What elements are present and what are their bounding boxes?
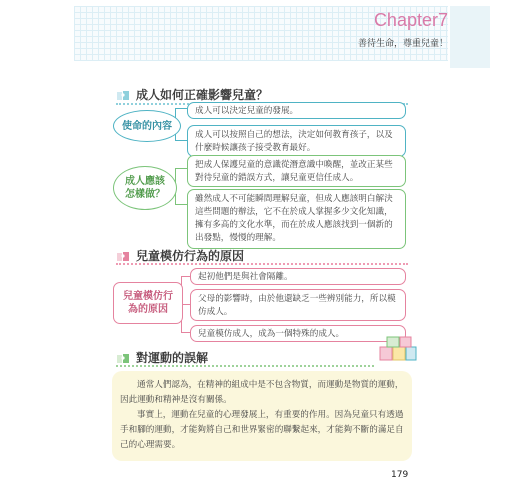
group-2-label-line-1: 成人應該 (125, 176, 165, 187)
section-3-divider (116, 365, 374, 367)
chapter-subtitle: 善待生命，尊重兒童！ (357, 39, 448, 49)
section-2-label-box (113, 282, 183, 324)
puzzle-icon (116, 250, 130, 262)
group-1-label: 使命的內容 (122, 120, 172, 132)
section-2-item-3: 兒童模仿成人，成為一個特殊的成人。 (190, 325, 406, 342)
section-3-paragraph-1: 通常人們認為，在精神的組成中是不包含物質，而運動是物質的運動，因此運動和精神是沒有關係。 (120, 380, 404, 405)
group-1-oval (113, 110, 181, 142)
group-1-item-2: 成人可以按照自己的想法，決定如何教育孩子，以及什麼時候讓孩子接受教育最好。 (187, 125, 406, 157)
chapter-label: Chapter7 (373, 10, 448, 30)
section-2-item-1: 起初他們是與社會隔離。 (190, 268, 406, 285)
group-2-label-line-2: 怎樣做？ (125, 189, 165, 200)
section-2-divider (116, 263, 408, 265)
section-3-heading (116, 349, 208, 366)
section-2-title: 兒童模仿行為的原因 (136, 249, 245, 263)
page-edge-tab (450, 6, 490, 68)
page-number: 179 (391, 470, 409, 480)
group-2-item-1: 把成人保護兒童的意識從潛意識中喚醒，並改正某些對待兒童的錯誤方式，讓兒童更信任成人。 (187, 155, 406, 187)
section-3-text-box (112, 371, 412, 461)
section-3-title: 對運動的誤解 (136, 351, 209, 365)
puzzle-icon (116, 89, 130, 101)
puzzle-icon (116, 352, 130, 364)
section-1-title: 成人如何正確影響兒童？ (136, 88, 269, 102)
section-2-heading (116, 247, 244, 264)
section-2-item-2: 父母的影響時，由於他還缺乏一些辨別能力，所以模仿成人。 (190, 289, 406, 321)
section-3-paragraph-2: 事實上，運動在兒童的心理發展上，有重要的作用。因為兒童只有透過手和腳的運動，才能夠將自己和世界緊密的聯繫起來，才能夠不斷的滿足自己的心理需要。 (120, 410, 404, 450)
group-2-oval (113, 166, 177, 210)
chapter-header (357, 10, 448, 58)
group-1-item-1: 成人可以決定兒童的發展。 (187, 102, 406, 119)
section-2-label-line-1: 兒童模仿行 (123, 291, 173, 302)
section-1-heading (116, 86, 268, 103)
toy-blocks-illustration (378, 335, 418, 363)
section-2-label-line-2: 為的原因 (128, 304, 168, 315)
group-2-item-2: 雖然成人不可能瞬間理解兒童，但成人應該明白解決這些問題的辦法，它不在於成人掌握多少文化知識，擁有多高的文化水準，而在於成人應該找到一個新的出發點，慢慢的理解。 (187, 189, 406, 249)
